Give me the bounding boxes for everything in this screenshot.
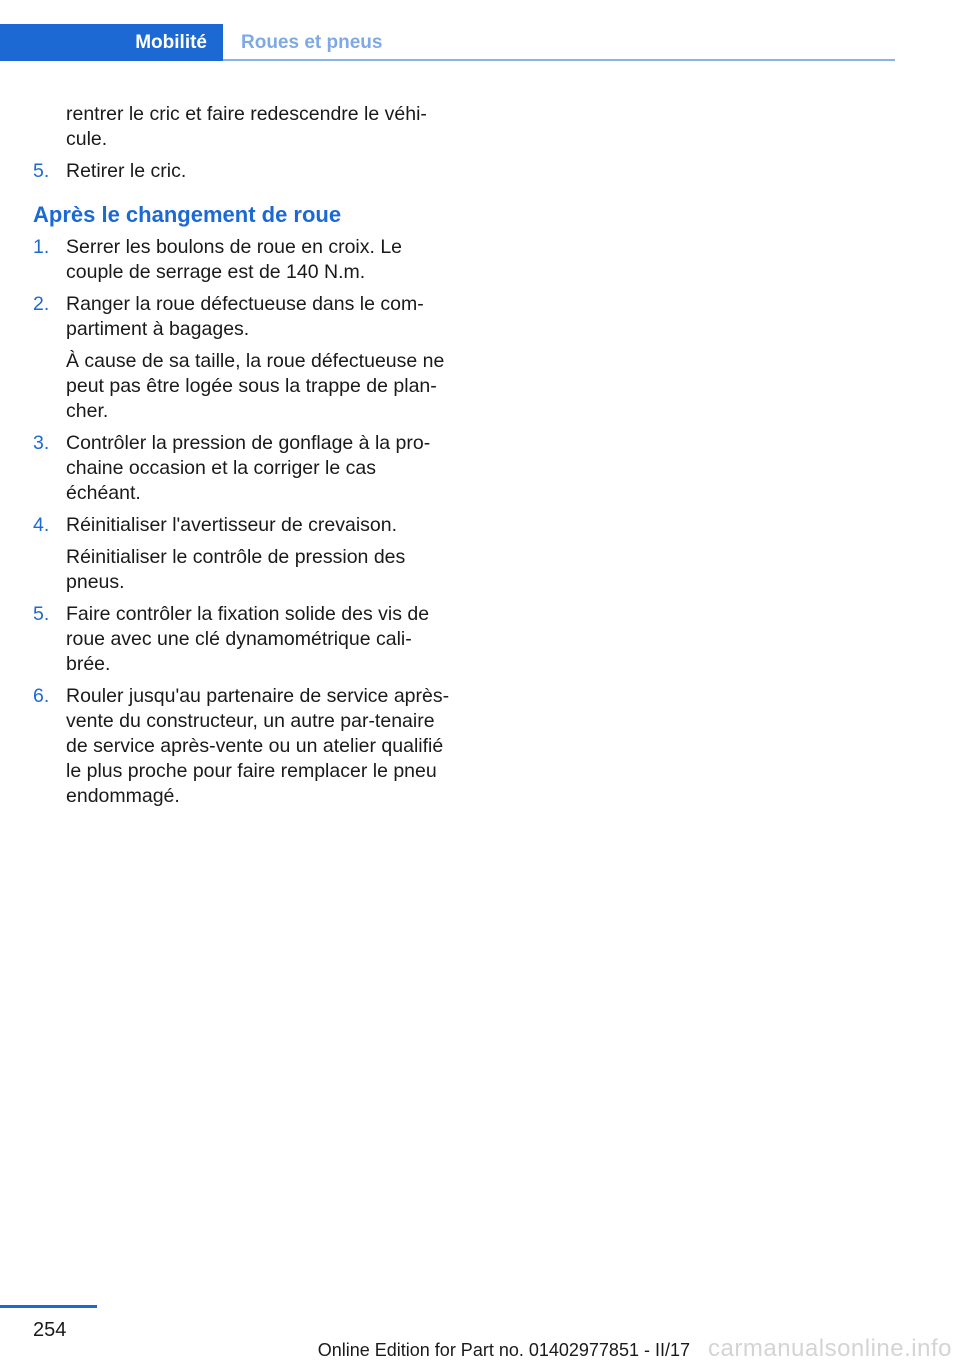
step-1: [33, 235, 453, 285]
page-header: [0, 0, 895, 62]
step-number: 3.: [33, 432, 50, 454]
step-text: Ranger la roue défectueuse dans le com-partiment à bagages.: [66, 293, 424, 340]
step-text: Retirer le cric.: [66, 160, 187, 182]
step-number: 5.: [33, 160, 50, 182]
watermark: carmanualsonline.info: [708, 1335, 952, 1362]
step-text: Faire contrôler la fixation solide des vis de roue avec une clé dynamométrique cali-brée.: [66, 603, 430, 675]
step-text: Rouler jusqu'au partenaire de service après-vente du constructeur, un autre par-tenaire de service après-vente ou un atelier qualifié le plus proche pour faire remplacer le pneu endommagé.: [66, 685, 450, 807]
section-heading: Après le changement de roue: [33, 202, 342, 227]
edition-note: Online Edition for Part no. 01402977851 - II/17: [317, 1340, 690, 1360]
step-text: Serrer les boulons de roue en croix. Le couple de serrage est de 140 N.m.: [66, 236, 403, 283]
page-number: 254: [33, 1319, 67, 1341]
header-divider: [223, 59, 895, 61]
main-content: [33, 102, 453, 816]
intro-step: [33, 159, 453, 184]
step-5: [33, 602, 453, 677]
step-number: 5.: [33, 603, 50, 625]
step-note: À cause de sa taille, la roue défectueuse ne peut pas être logée sous la trappe de plan-cher.: [66, 350, 445, 422]
step-number: 1.: [33, 236, 50, 258]
footer-divider: [0, 1305, 97, 1308]
step-number: 2.: [33, 293, 50, 315]
step-6: [33, 684, 453, 809]
step-2: [33, 292, 453, 424]
step-text: Réinitialiser l'avertisseur de crevaison.: [66, 514, 398, 536]
step-note: Réinitialiser le contrôle de pression des pneus.: [66, 546, 406, 593]
step-number: 6.: [33, 685, 50, 707]
step-text: Contrôler la pression de gonflage à la pro-chaine occasion et la corriger le cas échéant.: [66, 432, 431, 504]
section-tab-roues-et-pneus[interactable]: Roues et pneus: [241, 32, 383, 53]
intro-continuation: rentrer le cric et faire redescendre le véhi-cule.: [66, 103, 427, 150]
step-number: 4.: [33, 514, 50, 536]
step-3: [33, 431, 453, 506]
section-tab-mobilite[interactable]: Mobilité: [0, 24, 223, 61]
step-4: [33, 513, 453, 595]
